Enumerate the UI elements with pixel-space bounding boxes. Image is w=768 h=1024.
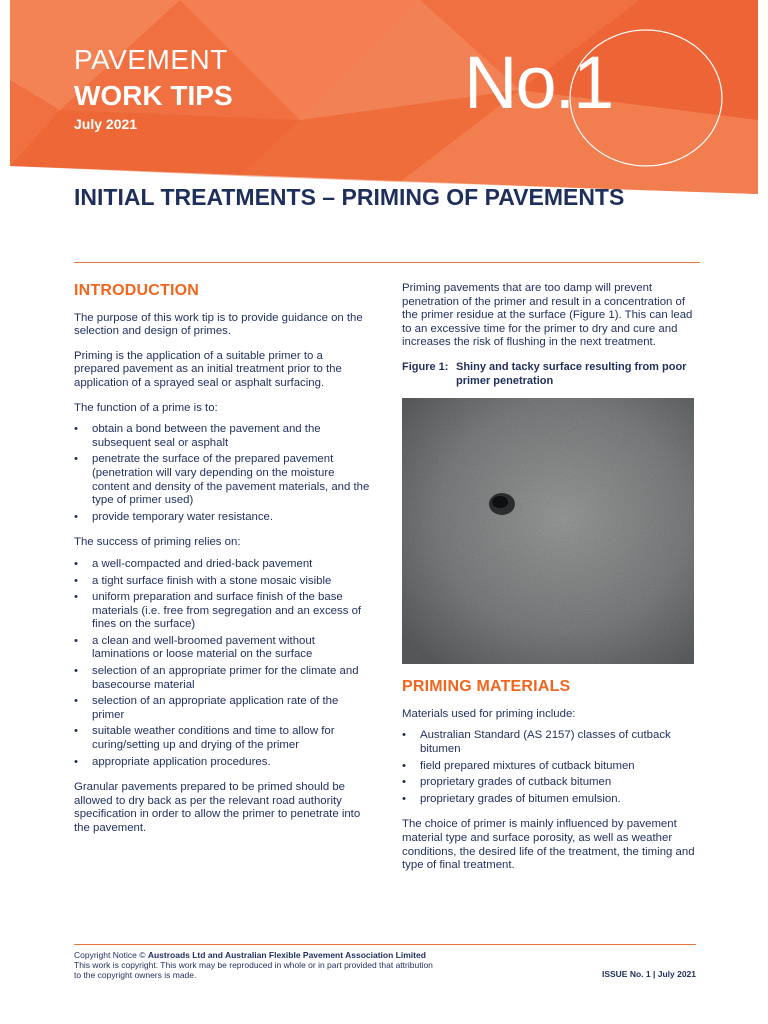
list-item: • selection of an appropriate application rate of the primer xyxy=(74,695,370,722)
header-banner xyxy=(0,0,768,200)
series-name-line1: PAVEMENT xyxy=(74,44,228,75)
list-item: • proprietary grades of cutback bitumen xyxy=(402,776,696,790)
figure-caption-text: Shiny and tacky surface resulting from poor primer penetration xyxy=(456,360,687,387)
list-item: • selection of an appropriate primer for the climate and basecourse material xyxy=(74,665,370,692)
page-title: INITIAL TREATMENTS – PRIMING OF PAVEMENTS xyxy=(74,184,625,210)
list-item: • uniform preparation and surface finish of the base materials (i.e. free from segregation and an excess of fines on the surface) xyxy=(74,591,370,632)
introduction-heading: INTRODUCTION xyxy=(74,282,200,299)
list-item: • provide temporary water resistance. xyxy=(74,511,370,525)
copyright-label: Copyright Notice © xyxy=(74,950,146,960)
choice-paragraph: The choice of primer is mainly influenced by pavement material type and surface porosity, as well as weather conditions, the desired life of the treatment, the timing and type of final treatment. xyxy=(402,818,695,872)
intro-paragraph-1: The purpose of this work tip is to provide guidance on the selection and design of primes. xyxy=(74,311,363,338)
function-list xyxy=(74,423,370,524)
list-item: • a tight surface finish with a stone mosaic visible xyxy=(74,575,370,589)
list-item: • suitable weather conditions and time to allow for curing/setting up and drying of the primer xyxy=(74,725,370,752)
success-intro: The success of priming relies on: xyxy=(74,536,241,549)
footer-issue-label: ISSUE No. 1 | July 2021 xyxy=(601,969,696,979)
list-item: • obtain a bond between the pavement and the subsequent seal or asphalt xyxy=(74,423,370,450)
right-column xyxy=(402,282,696,884)
list-item: • Australian Standard (AS 2157) classes of cutback bitumen xyxy=(402,729,696,756)
copyright-line-3: to the copyright owners is made. xyxy=(74,970,197,980)
copyright-notice xyxy=(74,950,494,980)
function-intro: The function of a prime is to: xyxy=(74,401,218,414)
copyright-owner: Austroads Ltd and Australian Flexible Pavement Association Limited xyxy=(147,950,426,960)
materials-intro: Materials used for priming include: xyxy=(402,707,576,720)
footer-divider xyxy=(74,944,696,945)
title-divider xyxy=(74,262,700,263)
figure-photo xyxy=(402,398,694,664)
granular-paragraph: Granular pavements prepared to be primed should be allowed to dry back as per the relevant road authority specification in order to allow the primer to penetrate into the pavement. xyxy=(74,781,361,834)
damp-paragraph: Priming pavements that are too damp will prevent penetration of the primer and result in a concentration of the primer residue at the surface (Figure 1). This can lead to an excessive time for the primer to dry and cure and increases the risk of flushing in the next treatment. xyxy=(402,282,693,349)
figure-caption xyxy=(402,361,696,388)
priming-materials-heading: PRIMING MATERIALS xyxy=(402,678,571,696)
list-item: • field prepared mixtures of cutback bitumen xyxy=(402,760,696,774)
materials-list xyxy=(402,729,696,806)
series-name-line2: WORK TIPS xyxy=(74,80,233,111)
copyright-line-2: This work is copyright. This work may be reproduced in whole or in part provided that attribution xyxy=(74,960,433,970)
list-item: • proprietary grades of bitumen emulsion. xyxy=(402,793,696,807)
list-item: • a clean and well-broomed pavement without laminations or loose material on the surface xyxy=(74,635,370,662)
issue-date: July 2021 xyxy=(74,116,138,132)
copyright-line-1 xyxy=(74,950,494,960)
issue-number: No.1 xyxy=(464,41,613,124)
success-list xyxy=(74,558,370,769)
left-column xyxy=(74,282,370,847)
intro-paragraph-2: Priming is the application of a suitable primer to a prepared pavement as an initial treatment prior to the application of a sprayed seal or asphalt surfacing. xyxy=(74,349,342,389)
list-item: • appropriate application procedures. xyxy=(74,756,370,770)
figure-number: Figure 1: xyxy=(402,360,449,373)
pavement-surface-image xyxy=(402,398,694,664)
list-item: • a well-compacted and dried-back pavement xyxy=(74,558,370,572)
list-item: • penetrate the surface of the prepared pavement (penetration will vary depending on the moisture content and density of the pavement materials, and the type of primer used) xyxy=(74,453,370,507)
